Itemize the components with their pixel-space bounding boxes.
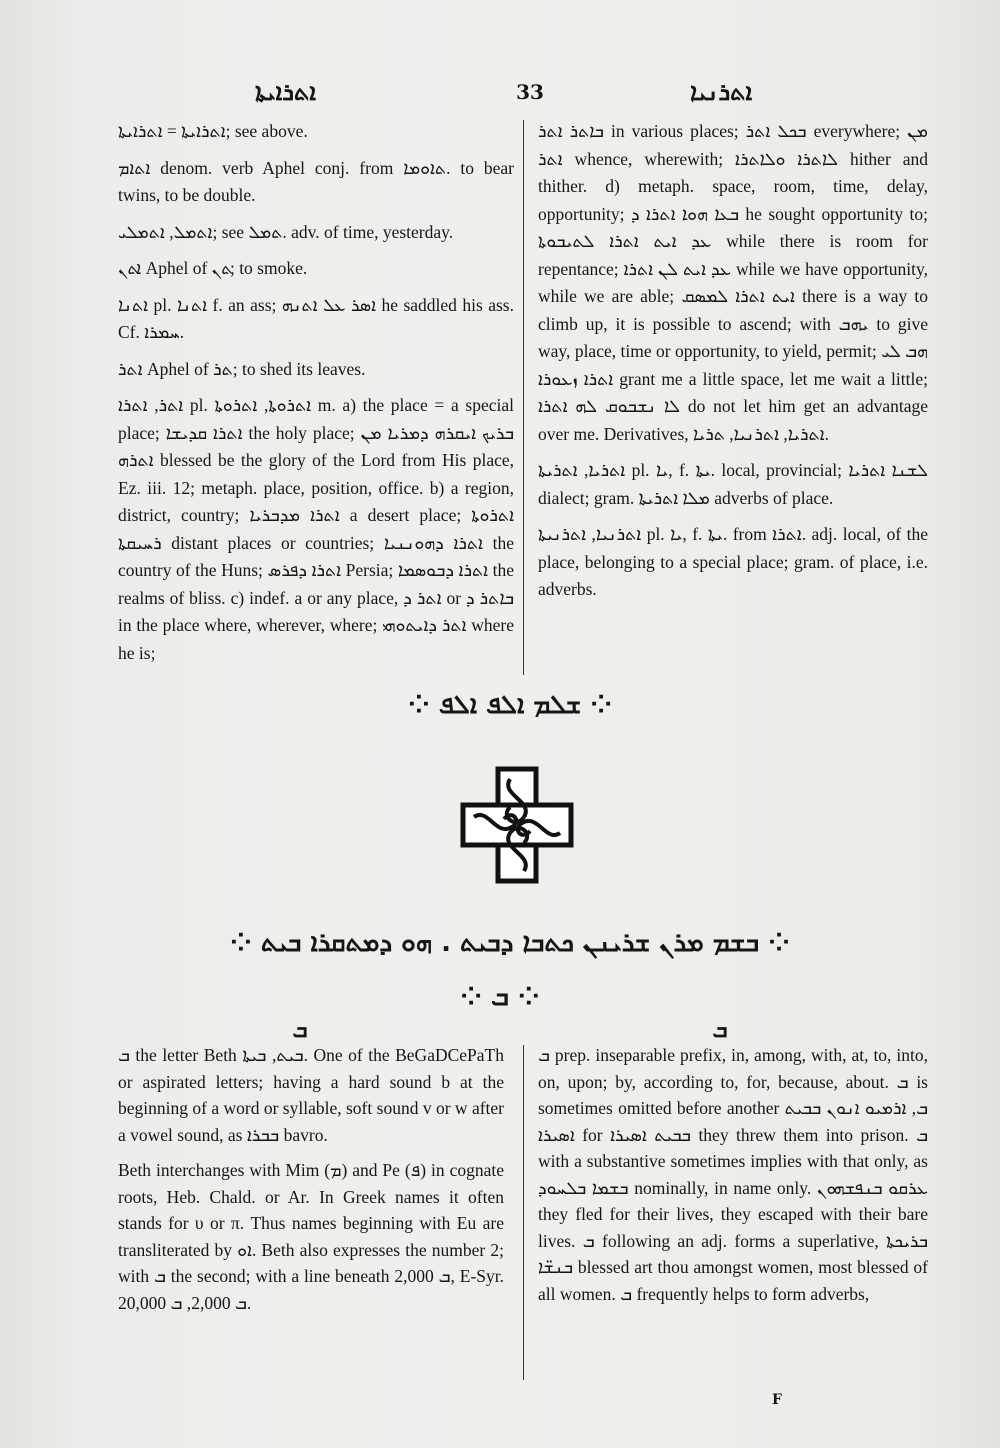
entry: Beth interchanges with Mim (ܡ) and Pe (ܦ) in cognate roots, Heb. Chald. or Ar. In Greek names it often stands for υ or π. Thus names beginning with Eu are transliterated by ܐܘ. Beth also expresses the number 2; with ܒ the second; with a line beneath ܒ 2,000, E-Syr. ܒ 2,000, ܒ 20,000. [118,1160,505,1313]
column-letter-left: ܒ [292,1018,308,1043]
running-head-right: ܐܬܪܢܝܐ [690,78,753,106]
entry: ܐܬܡܠ, ܐܬܡܠܝ; see ܬܡܠ. adv. of time, yesterday. [118,221,454,242]
entry: ܒ prep. inseparable prefix, in, among, with, at, to, into, on, upon; by, according to, for, because, about. ܒ is sometimes omitted before another ܒ, ܐܪܡܝܘ ܐܢܘܢ ܒܒܝܬ ܐܣܝܪܐ for ܒܒܝܬ ܐܣܝܪܐ they threw them into prison. ܒ with a substantive sometimes implies with that only, as ܒܫܡܐ ܒܠܚܘܕ nominally, in name only. ܥܪܩܘ ܒܢܦܫܗܘܢ they fled for their lives, they escaped with their bare lives. ܒ following an adj. forms a superlative, ܒܪܝܟܬܐ ܒܢܫ̈ܐ blessed art thou amongst women, most blessed of all women. ܒ frequently helps to form adverbs, [538,1045,928,1304]
right-column [538,118,928,613]
entry: ܐܬܪܢܝܐ, ܐܬܪܢܝܬܐ pl. ܝܐ, f. ܝܬܐ. from ܐܬܪܐ. adj. local, of the place, belonging to a special place; gram. of place, i.e. adverbs. [538,524,928,599]
entry: ܐܬܢܐ pl. ܐܬܢܐ f. an ass; ܐܣܪ ܥܠ ܐܬܢܗ he saddled his ass. Cf. ܚܡܪܐ. [118,294,514,342]
entry: ܐܬܪ, ܐܬܪܐ pl. ܐܬܪܘܬܐ, ܐܬܪܘܬܐ m. a) the place = a special place; ܐܬܪܐ ܩܕܝܫܐ the holy place; ܒܪܝܟ ܐܝܩܪܗ ܕܡܪܝܐ ܡܢ ܐܬܪܗ blessed be the glory of the Lord from His place, Ez. iii. 12; metaph. place, position, office. b) a region, district, country; ܐܬܪܐ ܡܕܒܪܝܐ a desert place; ܐܬܪܘܬܐ ܪܚܝܩܬܐ distant places or countries; ܐܬܪܐ ܕܗܘܢܢܝܐ the country of the Huns; ܐܬܪܐ ܕܦܪܣ Persia; ܐܬܪܐ ܕܒܘܣܡܐ the realms of bliss. c) indef. a or any place, ܐܬܪ ܕ or ܒܐܬܪ ܕ in the place where, wherever, where; ܐܬܪ ܕܐܝܬܘܗܝ where he is; [118,395,515,663]
entry: ܐܬܢ Aphel of ܬܢ; to smoke. [118,258,308,278]
entry: ܐܬܪܐܝܬܐ = ܐܬܪܐܝܬܐ; see above. [118,121,308,141]
column-divider-top [523,120,524,675]
signature-mark: F [772,1392,782,1408]
entry: ܒ the letter Beth ܒܝܬ, ܒܝܬܐ. One of the BeGaDCePaTh or aspirated letters; having a hard sound b at the beginning of a word or syllable, soft sound v or w after a vowel sound, as ܒܒܪܐ bavro. [118,1045,504,1145]
quatrefoil-knot-ornament [460,765,574,885]
running-head-left: ܐܬܪܐܝܬܐ [255,78,317,106]
bottom-left-column [118,1042,504,1325]
bottom-right-column [538,1042,928,1316]
section-title: ⁘ ܒܫܡ ܡܪܢ ܫܪܝܢܢ ܟܬܒܐ ܕܒܝܬ . ܗܘ ܕܡܬܩܪܐ ܒܝܬ ⁘ [230,928,790,958]
section-letter: ⁘ ܒ ⁘ [460,982,540,1012]
column-letter-right: ܒ [712,1018,728,1043]
entry: ܐܬܐܡ denom. verb Aphel conj. from ܬܐܘܡܐ. to bear twins, to be double. [118,157,514,205]
entry: ܐܬܪ Aphel of ܬܪ; to shed its leaves. [118,358,366,379]
colophon: ⁘ ܫܠܡ ܐܠܦ ܐܠܦ ⁘ [407,690,613,720]
column-divider-bottom [523,1045,524,1380]
entry: ܐܬܪܝܐ, ܐܬܪܝܬܐ pl. ܝܐ, f. ܝܬܐ. local, provincial; ܠܫܢܐ ܐܬܪܝܐ dialect; gram. ܡܠܐ ܐܬܪܝܬܐ adverbs of place. [538,460,928,508]
left-column [118,118,514,676]
entry: ܒܐܬܪ ܐܬܪ in various places; ܒܟܠ ܐܬܪ everywhere; ܡܢ ܐܬܪ whence, wherewith; ܠܐܬܪܐ ܘܠܐܬܪܐ hither and thither. d) metaph. space, room, time, delay, opportunity; ܒܥܐ ܗܘܐ ܐܬܪܐ ܕ he sought opportunity to; ܥܕ ܐܝܬ ܐܬܪܐ ܠܬܝܒܘܬܐ while there is room for repentance; ܥܕ ܐܝܬ ܠܢ ܐܬܪܐ while we have opportunity, while we are able; ܐܝܬ ܐܬܪܐ ܠܡܣܩ there is a way to climb up, it is possible to ascend; with ܝܗܒ to give way, place, time or opportunity, to yield, permit; ܗܒ ܠܝ ܐܬܪܐ ܙܥܘܪܐ grant me a little space, let me wait a little; ܠܐ ܢܫܒܘܩ ܠܗ ܐܬܪܐ do not let him get an advantage over me. Derivatives, ܐܬܪܝܐ, ܐܬܪܢܝܐ, ܬܪܝܐ. [538,121,929,444]
page-number: 33 [516,80,544,104]
